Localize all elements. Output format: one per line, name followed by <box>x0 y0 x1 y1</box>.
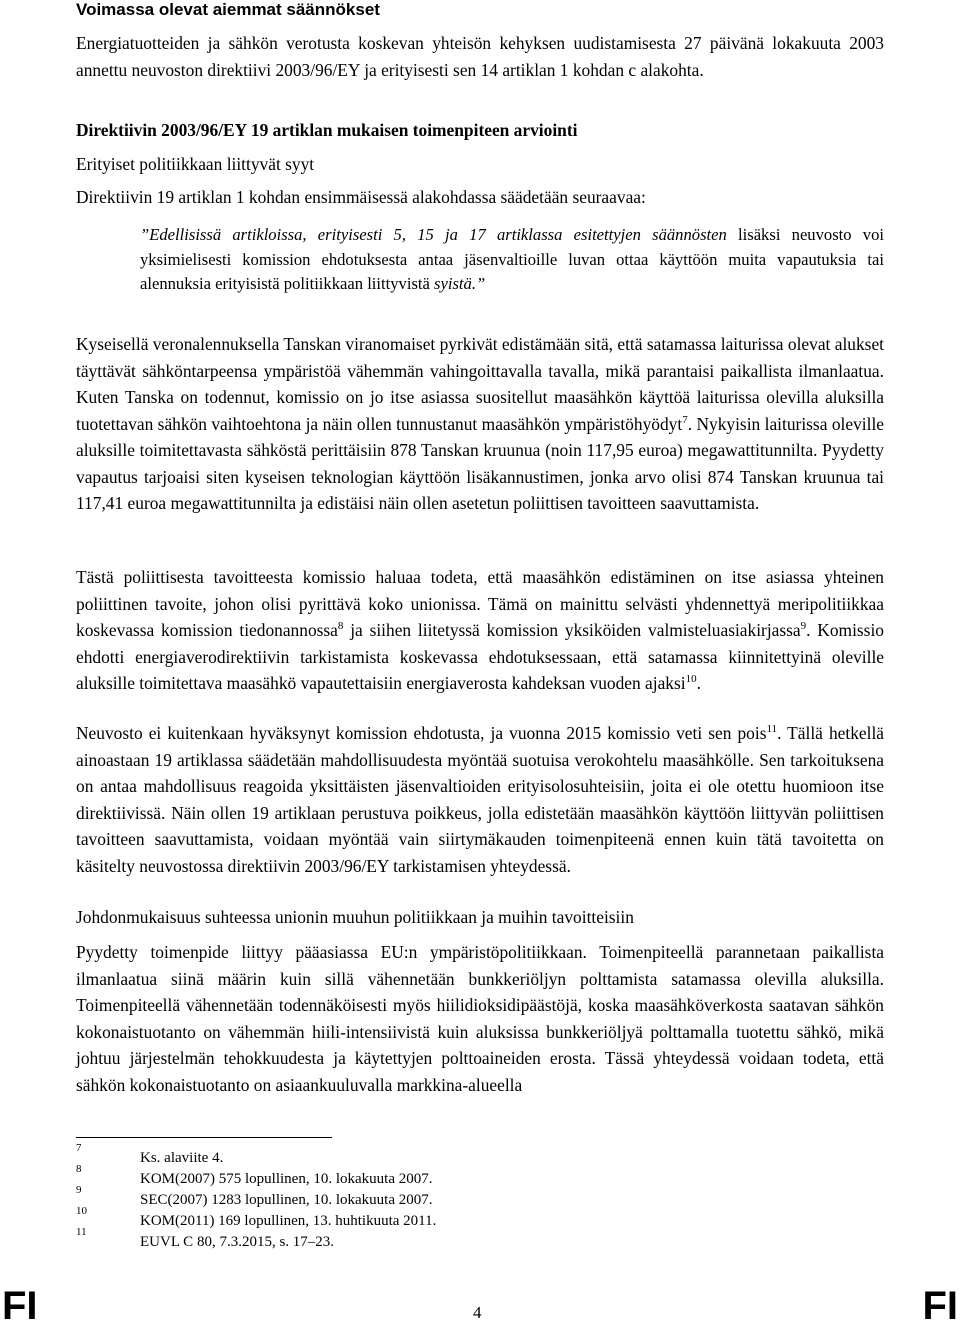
paragraph-text: . Nykyisin laiturissa oleville aluksille toimitettavasta sähköstä perittäisiin 878 Tanskan kruunua (noin 117,95 euroa) megawattitunnilta. Pyydetty vapautus tarjoaisi siten kyseisen teknologian käyttöön lisäkannustimen, jonka arvo olisi 874 Tanskan kruunua tai 117,41 euroa megawattitunnilta ja edistäisi näin ollen asetetun poliittisen tavoitteen saavuttamista. <box>76 413 884 513</box>
quote-italic-end: syistä.” <box>434 274 486 293</box>
section-heading: Voimassa olevat aiemmat säännökset <box>76 0 380 19</box>
footnote-ref-10[interactable]: 10 <box>685 673 697 686</box>
quote-body: lisäksi neuvosto voi yksimielisesti komission ehdotuksesta antaa jäsenvaltioille luvan ottaa käyttöön muita vapautuksia tai alennuksia erityisistä politiikkaan liittyvistä <box>140 225 884 293</box>
page-number: 4 <box>473 1303 482 1322</box>
footnote-text: Ks. alaviite 4. <box>140 1150 224 1166</box>
footnote-item <box>76 1163 676 1190</box>
paragraph-environmental-policy: Pyydetty toimenpide liittyy pääasiassa EU:n ympäristöpolitiikkaan. Toimenpiteellä parannetaan paikallista ilmanlaatua siinä määrin kuin sillä vähennetään bunkkeriöljyn polttamista satamassa olevilla aluksilla. Toimenpiteellä vähennetään todennäköisesti myös hiilidioksidipäästöjä, koska maasähköverkosta saatavan sähkön kokonaistuotanto on vähemmän hiili-intensiivistä kuin aluksissa bunkkeriöljyä polttamalla tuotettu sähkö, mikä johtuu järjestelmän tehokkuudesta ja käytettyjen polttoaineiden erosta. Tässä yhteydessä voidaan todeta, että sähkön kokonaistuotanto on asiaankuuluvalla markkina-alueella <box>76 942 884 1095</box>
subheading-policy-reasons: Erityiset politiikkaan liittyvät syyt <box>76 154 315 174</box>
footnote-ref-8[interactable]: 8 <box>337 620 344 633</box>
paragraph-text: . Komissio ehdotti energiaverodirektiivin tarkistamista koskevassa ehdotuksessaan, että satamassa kiinnitettyinä oleville aluksille toimitettava maasähkö vapautettaisiin energiaverosta kahdeksan vuoden ajaksi <box>76 620 884 693</box>
footnote-item <box>76 1184 676 1211</box>
footnote-text: EUVL C 80, 7.3.2015, s. 17–23. <box>140 1234 335 1250</box>
footnote-text: KOM(2011) 169 lopullinen, 13. huhtikuuta 2011. <box>140 1213 437 1229</box>
footnote-text: SEC(2007) 1283 lopullinen, 10. lokakuuta 2007. <box>140 1192 433 1208</box>
footer-language-right: FI <box>922 1284 958 1328</box>
paragraph-legal-basis <box>76 30 884 83</box>
subheading-consistency: Johdonmukaisuus suhteessa unionin muuhun politiikkaan ja muihin tavoitteisiin <box>76 907 634 927</box>
paragraph-article-19: Direktiivin 19 artiklan 1 kohdan ensimmäisessä alakohdassa säädetään seuraavaa: <box>76 187 646 207</box>
footnote-item <box>76 1205 676 1232</box>
paragraph-text: Kyseisellä veronalennuksella Tanskan viranomaiset pyrkivät edistämään sitä, että satamassa laiturissa olevat alukset täyttävät sähköntarpeensa ympäristöä vähemmän vahingoittavalla tavalla, mikä parantaisi paikallista ilmanlaatua. Kuten Tanska on todennut, komissio on jo itse asiassa suositellut maasähkön käyttöä laiturissa olevilla aluksilla tuotettavan sähkön vaihtoehtona ja näin ollen tunnustanut maasähkön ympäristöhyödyt <box>76 334 884 434</box>
quote-italic-start: ”Edellisissä artikloissa, erityisesti 5, 15 ja 17 artiklassa esitettyjen säännösten <box>140 225 727 244</box>
footnote-number: 9 <box>76 1184 82 1196</box>
footnote-separator <box>76 1137 332 1138</box>
footnote-text: KOM(2007) 575 lopullinen, 10. lokakuuta 2007. <box>140 1171 433 1187</box>
paragraph-commission-objective <box>76 564 884 697</box>
paragraph-text: . <box>696 673 701 693</box>
paragraph-text: Tästä poliittisesta tavoitteesta komissio haluaa todeta, että maasähkön edistäminen on itse asiassa yhteinen poliittinen tavoite, johon olisi pyrittävä koko unionissa. Tämä on mainittu selvästi yhdennettyä meripolitiikkaa koskevassa komission tiedonannossa <box>76 567 884 640</box>
subheading-assessment: Direktiivin 2003/96/EY 19 artiklan mukaisen toimenpiteen arviointi <box>76 120 578 140</box>
footnote-item <box>76 1142 676 1169</box>
quoted-provision <box>140 223 884 297</box>
paragraph-council-decision <box>76 720 884 879</box>
footnote-ref-11[interactable]: 11 <box>766 723 778 736</box>
footnote-item <box>76 1226 676 1253</box>
footnote-number: 8 <box>76 1163 82 1175</box>
paragraph-text: Neuvosto ei kuitenkaan hyväksynyt komission ehdotusta, ja vuonna 2015 komissio veti sen pois <box>76 723 767 743</box>
paragraph-text: Energiatuotteiden ja sähkön verotusta koskevan yhteisön kehyksen uudistamisesta 27 päivänä lokakuuta 2003 annettu neuvoston direktiivi 2003/96/EY ja erityisesti sen 14 artiklan 1 kohdan c alakohta. <box>76 33 884 80</box>
footnote-ref-7[interactable]: 7 <box>682 413 688 426</box>
paragraph-text: . Tällä hetkellä ainoastaan 19 artiklassa säädetään mahdollisuudesta myöntää suotuisa verokohtelu maasähkölle. Sen tarkoituksena on antaa mahdollisuus reagoida yksittäisten jäsenvaltioiden erityisolosuhteisiin, joita ei ole otettu huomioon itse direktiivissä. Näin ollen 19 artiklaan perustuva poikkeus, jolla edistetään maasähkön käyttöön liittyvän poliittisen tavoitteen saavuttamista, voidaan myöntää vain siirtymäkauden toimenpiteenä ennen kuin tätä tavoitetta on käsitelty neuvostossa direktiivin 2003/96/EY tarkistamisen yhteydessä. <box>76 723 884 876</box>
paragraph-danish-aims <box>76 331 884 517</box>
footnote-number: 10 <box>76 1205 87 1217</box>
paragraph-text: ja siihen liitetyssä komission yksiköiden valmisteluasiakirjassa <box>343 620 801 640</box>
footnote-number: 11 <box>76 1226 87 1238</box>
footer-language-left: FI <box>2 1284 38 1328</box>
footnote-ref-9[interactable]: 9 <box>800 620 807 633</box>
footnotes <box>76 1142 676 1253</box>
footnote-number: 7 <box>76 1142 82 1154</box>
